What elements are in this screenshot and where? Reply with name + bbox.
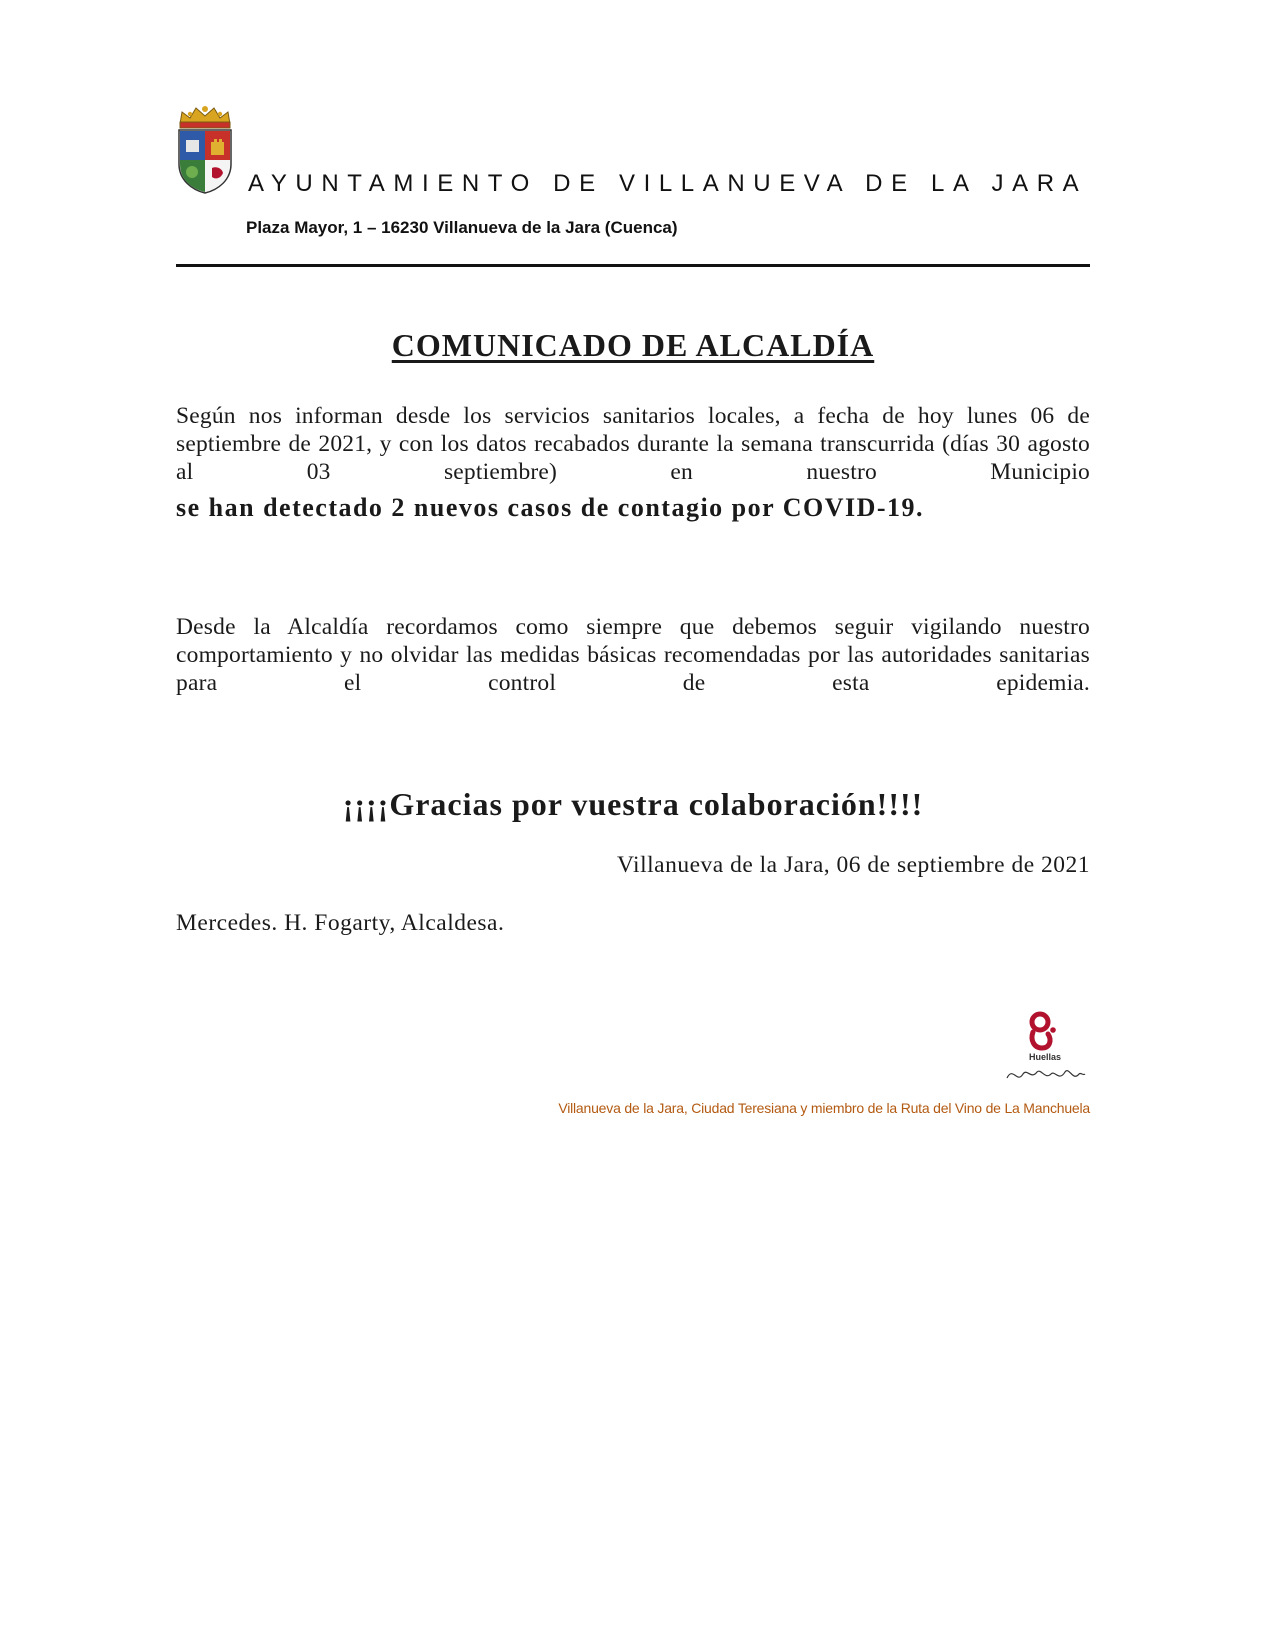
coat-of-arms-icon: [174, 100, 236, 196]
paragraph-2: Desde la Alcaldía recordamos como siempre que debemos seguir vigilando nuestro comportamiento y no olvidar las medidas básicas recomendadas por las autoridades sanitarias para el control de esta epidemia.: [176, 614, 1090, 696]
header-divider: [176, 264, 1090, 267]
paragraph-1-bold: se han detectado 2 nuevos casos de contagio por COVID-19.: [176, 493, 925, 522]
organization-name: AYUNTAMIENTO DE VILLANUEVA DE LA JARA: [248, 170, 1088, 197]
signature-scribble-icon: [1003, 1062, 1087, 1086]
thanks-line: ¡¡¡¡Gracias por vuestra colaboración!!!!: [342, 786, 924, 822]
footer-tagline: Villanueva de la Jara, Ciudad Teresiana y miembro de la Ruta del Vino de La Manchuela: [558, 1100, 1090, 1116]
huellas-label: Huellas: [1028, 1052, 1061, 1062]
document-title: COMUNICADO DE ALCALDÍA: [391, 327, 875, 363]
paragraph-1: Según nos informan desde los servicios sanitarios locales, a fecha de hoy lunes 06 de septiembre de 2021, y con los datos recabados durante la semana transcurrida (días 30 agosto al 03 septiembre) en nuestro Municipio: [176, 403, 1090, 485]
place-and-date: Villanueva de la Jara, 06 de septiembre de 2021: [617, 852, 1090, 878]
signature-line: Mercedes. H. Fogarty, Alcaldesa.: [176, 910, 505, 936]
organization-address: Plaza Mayor, 1 – 16230 Villanueva de la Jara (Cuenca): [246, 218, 678, 237]
